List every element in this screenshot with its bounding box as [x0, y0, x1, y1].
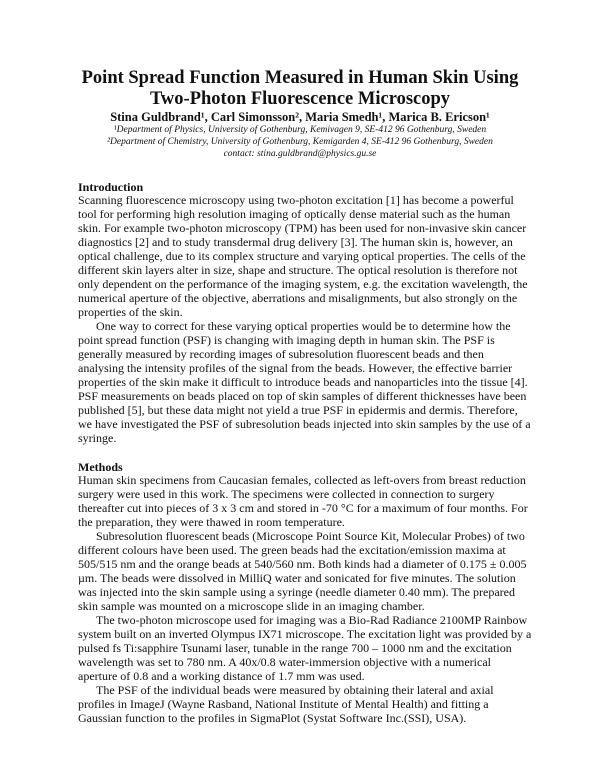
intro-line: Scanning fluorescence microscopy using two-photon excitation [1] has become a powerful — [78, 193, 514, 207]
intro-line: properties of the skin make it difficult to introduce beads and nanoparticles into the tissue [4]. — [78, 375, 528, 389]
intro-line: syringe. — [78, 431, 117, 445]
methods-line: profiles in ImageJ (Wayne Rasband, National Institute of Mental Health) and fitting a — [78, 697, 489, 711]
methods-line: 505/515 nm and the orange beads at 540/560 nm. Both kinds had a diameter of 0.175 ± 0.005 — [78, 557, 527, 571]
methods-line: system built on an inverted Olympus IX71 microscope. The excitation light was provided by a — [78, 627, 532, 641]
methods-line: wavelength was set to 780 nm. A 40x/0.8 water-immersion objective with a numerical — [78, 655, 491, 669]
methods-line: the preparation, they were thawed in room temperature. — [78, 515, 345, 529]
intro-line: One way to correct for these varying optical properties would be to determine how the — [96, 319, 511, 333]
paper-title-line-1: Point Spread Function Measured in Human Skin Using — [81, 68, 519, 88]
methods-line: µm. The beads were dissolved in MilliQ water and sonicated for five minutes. The solution — [78, 571, 516, 585]
methods-line: was injected into the skin sample using a syringe (needle diameter 0.40 mm). The prepared — [78, 585, 515, 599]
author-list: Stina Guldbrand¹, Carl Simonsson², Maria Smedh¹, Marica B. Ericson¹ — [110, 110, 490, 124]
intro-line: skin. For example two-photon microscopy (TPM) has been used for non-invasive skin cancer — [78, 221, 527, 235]
intro-line: only dependent on the performance of the imaging system, e.g. the excitation wavelength, the — [78, 277, 528, 291]
methods-line: Subresolution fluorescent beads (Microscope Point Source Kit, Molecular Probes) of two — [96, 529, 525, 543]
methods-line: pulsed fs Ti:sapphire Tsunami laser, tunable in the range 700 – 1000 nm and the excitation — [78, 641, 512, 655]
intro-line: generally measured by recording images of subresolution fluorescent beads and then — [78, 347, 484, 361]
methods-line: skin sample was mounted on a microscope slide in an imaging chamber. — [78, 599, 425, 613]
methods-line: The two-photon microscope used for imaging was a Bio-Rad Radiance 2100MP Rainbow — [96, 613, 528, 627]
intro-line: published [5], but these data might not yield a true PSF in epidermis and dermis. Therefore, — [78, 403, 518, 417]
methods-line: Human skin specimens from Caucasian females, collected as left-overs from breast reduction — [78, 473, 526, 487]
intro-line: PSF measurements on beads placed on top of skin samples of different thicknesses have been — [78, 389, 527, 403]
introduction-heading: Introduction — [78, 180, 144, 194]
paper-title-line-2: Two-Photon Fluorescence Microscopy — [149, 89, 451, 109]
methods-line: Gaussian function to the profiles in SigmaPlot (Systat Software Inc.(SSI), USA). — [78, 711, 467, 725]
intro-line: tool for performing high resolution imaging of optically dense material such as the human — [78, 207, 511, 221]
intro-line: we have investigated the PSF of subresolution beads injected into skin samples by the use of a — [78, 417, 531, 431]
methods-line: surgery were used in this work. The specimens were collected in connection to surgery — [78, 487, 495, 501]
intro-line: optical challenge, due to its complex structure and varying optical properties. The cells of the — [78, 249, 526, 263]
contact-email: contact: stina.guldbrand@physics.gu.se — [223, 149, 377, 159]
intro-line: properties of the skin. — [78, 305, 183, 319]
affiliation-1: ¹Department of Physics, University of Gothenburg, Kemivagen 9, SE-412 96 Gothenburg, Sweden — [113, 125, 487, 135]
intro-line: numerical aperture of the objective, aberrations and misalignments, but also strongly on the — [78, 291, 518, 305]
affiliation-2: ²Department of Chemistry, University of Gothenburg, Kemigarden 4, SE-412 96 Gothenburg, Sweden — [107, 137, 493, 147]
methods-line: different colours have been used. The green beads had the excitation/emission maxima at — [78, 543, 506, 557]
intro-line: point spread function (PSF) is changing with imaging depth in human skin. The PSF is — [78, 333, 495, 347]
methods-line: thereafter cut into pieces of 3 x 3 cm and stored in -70 °C for a maximum of four months. For — [78, 501, 528, 515]
intro-line: diagnostics [2] and to study transdermal drug delivery [3]. The human skin is, however, an — [78, 235, 513, 249]
methods-line: aperture of 0.8 and a working distance of 1.7 mm was used. — [78, 669, 365, 683]
methods-line: The PSF of the individual beads were measured by obtaining their lateral and axial — [96, 683, 494, 697]
intro-line: different skin layers alter in size, shape and structure. The optical resolution is therefore not — [78, 263, 518, 277]
intro-line: analysing the intensity profiles of the signal from the beads. However, the effective barrier — [78, 361, 513, 375]
methods-heading: Methods — [78, 460, 123, 474]
